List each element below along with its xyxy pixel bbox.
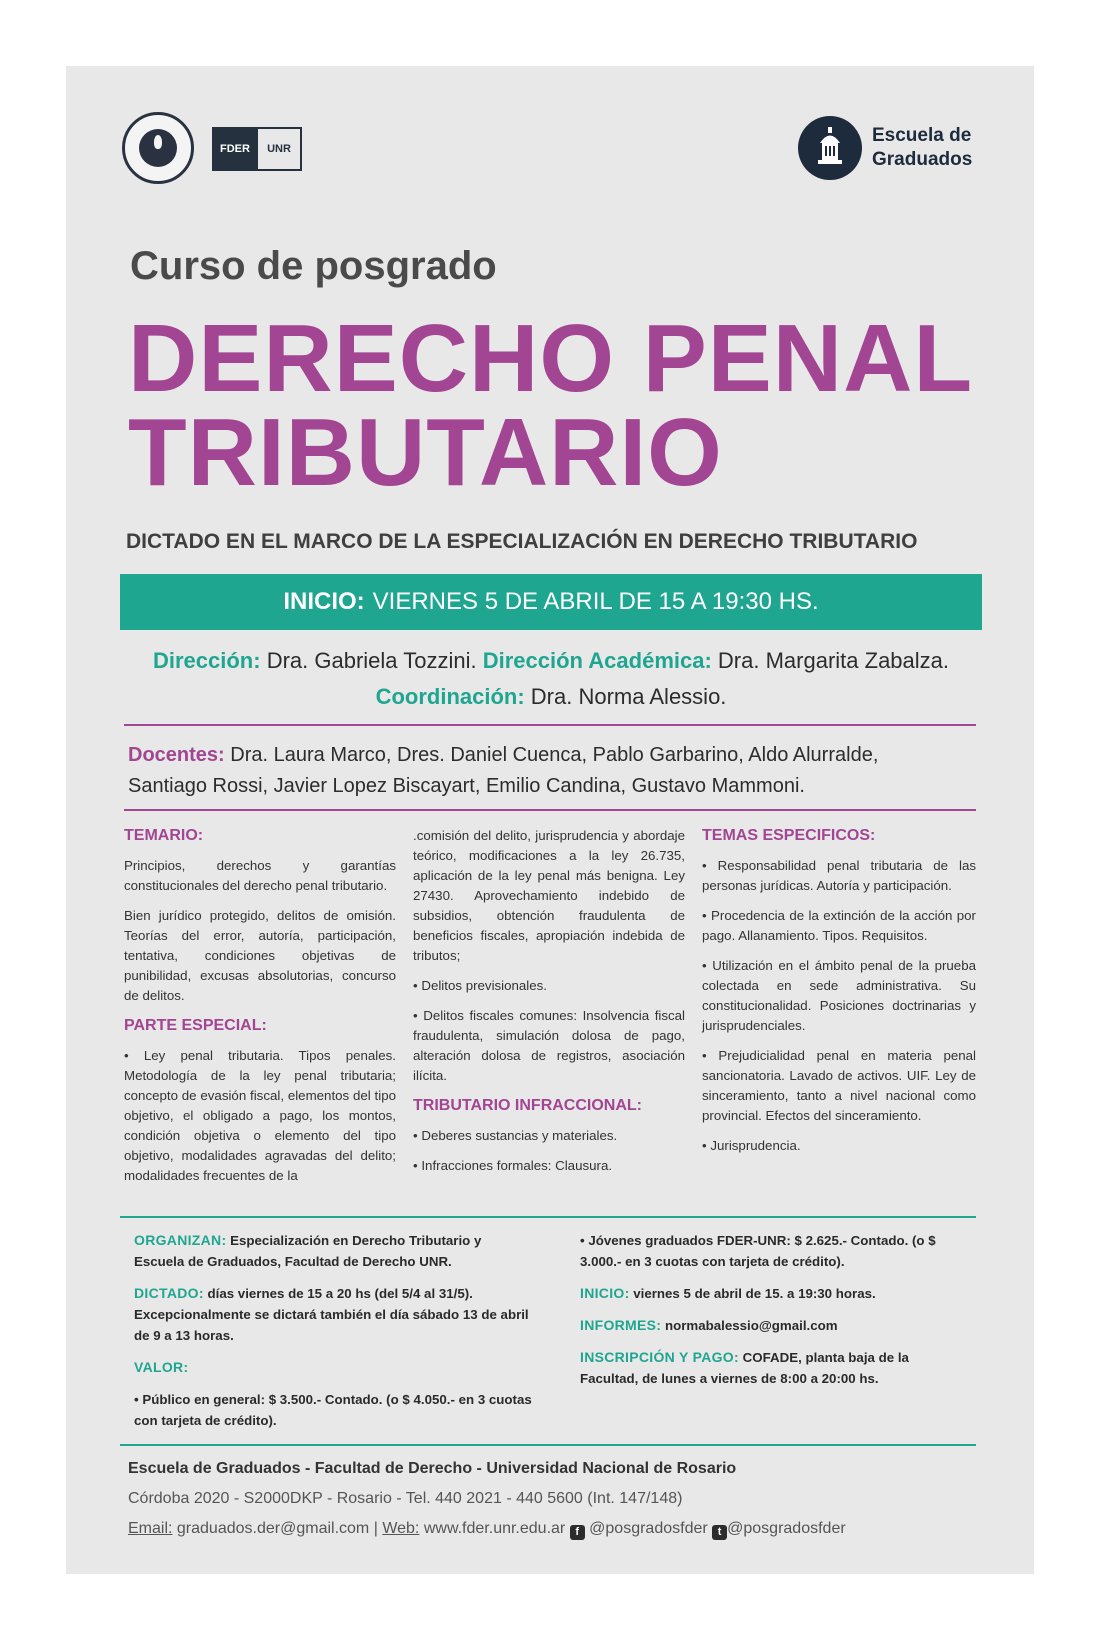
coordinacion-label: Coordinación: [375, 684, 525, 709]
tributario-infraccional-heading: TRIBUTARIO INFRACCIONAL: [413, 1097, 643, 1114]
inicio-label: INICIO: [580, 1285, 630, 1301]
coordinacion-name: Dra. Norma Alessio. [530, 684, 727, 709]
list-item: • Prejudicialidad penal en materia penal sancionatoria. Lavado de activos. UIF. Ley de sinceramiento, tanto a nivel nacional como provincial. Efectos del sinceramiento. [702, 1046, 976, 1126]
middle-paragraph: .comisión del delito, jurisprudencia y abordaje teórico, modificaciones a la ley 26.735, aplicación de la ley penal más benigna. Ley 27430. Aprovechamiento indebido de subsidios, obtención fraudulenta de beneficios fiscales, apropiación indebida de tributos; [413, 828, 685, 963]
info-left [134, 1230, 534, 1442]
list-item: • Deberes sustancias y materiales. [413, 1126, 685, 1146]
list-item: • Infracciones formales: Clausura. [413, 1156, 685, 1176]
organizan-text: Especialización en Derecho Tributario y Escuela de Graduados, Facultad de Derecho UNR. [134, 1233, 482, 1269]
escuela-line1: Escuela de [872, 125, 972, 146]
title-line1: DERECHO PENAL [128, 305, 974, 412]
dictado-text: días viernes de 15 a 20 hs (del 5/4 al 31/5). Excepcionalmente se dictará también el día sábado 13 de abril de 9 a 13 horas. [134, 1286, 529, 1343]
inicio-text: viernes 5 de abril de 15. a 19:30 horas. [633, 1286, 876, 1301]
footer-address: Córdoba 2020 - S2000DKP - Rosario - Tel. 440 2021 - 440 5600 (Int. 147/148) [128, 1490, 683, 1507]
list-item: • Procedencia de la extinción de la acción por pago. Allanamiento. Tipos. Requisitos. [702, 906, 976, 946]
temario-column [124, 826, 396, 1196]
marco-line: DICTADO EN EL MARCO DE LA ESPECIALIZACIÓN EN DERECHO TRIBUTARIO [126, 530, 918, 553]
docentes-label: Docentes: [128, 744, 225, 766]
direccion-academica-label: Dirección Académica: [482, 648, 712, 673]
facebook-handle[interactable]: @posgradosfder [589, 1520, 708, 1537]
inscripcion-text: COFADE, planta baja de la Facultad, de lunes a viernes de 8:00 a 20:00 hs. [580, 1350, 909, 1386]
divider-info-top [120, 1216, 976, 1218]
course-title [128, 305, 974, 506]
temas-especificos-heading: TEMAS ESPECIFICOS: [702, 827, 876, 844]
email-link[interactable]: graduados.der@gmail.com [176, 1520, 370, 1537]
divider-footer [120, 1444, 976, 1446]
course-subtitle: Curso de posgrado [130, 244, 497, 288]
parte-especial-paragraph: • Ley penal tributaria. Tipos penales. Metodología de la ley penal tributaria; concepto de evasión fiscal, elementos del tipo objetivo, el obligado a pago, los montos, condición objetiva o elemento del tipo objetivo, modalidades agravadas del delito; modalidades frecuentes de la [124, 1048, 396, 1183]
twitter-handle[interactable]: @posgradosfder [727, 1520, 846, 1537]
informes-label: INFORMES: [580, 1317, 662, 1333]
middle-column [413, 826, 685, 1186]
list-item: • Jurisprudencia. [702, 1136, 976, 1156]
escuela-dome-icon [798, 116, 862, 180]
facebook-icon[interactable]: f [570, 1525, 585, 1540]
temario-paragraph-1: Principios, derechos y garantías constitucionales del derecho penal tributario. [124, 858, 396, 893]
divider-top [124, 724, 976, 726]
dictado-label: DICTADO: [134, 1285, 204, 1301]
coordinacion-line [120, 684, 982, 710]
informes-email-link[interactable]: normabalessio@gmail.com [664, 1318, 838, 1333]
parte-especial-heading: PARTE ESPECIAL: [124, 1017, 267, 1034]
inscripcion-label: INSCRIPCIÓN Y PAGO: [580, 1349, 739, 1365]
escuela-line2: Graduados [872, 149, 973, 170]
web-link[interactable]: www.fder.unr.edu.ar [423, 1520, 566, 1537]
temas-especificos-column [702, 826, 976, 1166]
footer-contact [128, 1514, 846, 1544]
info-right [580, 1230, 950, 1400]
footer-institution: Escuela de Graduados - Facultad de Derecho - Universidad Nacional de Rosario [128, 1460, 737, 1477]
title-line2: TRIBUTARIO [128, 399, 723, 506]
email-label: Email: [128, 1520, 173, 1537]
university-seal-icon [122, 112, 194, 184]
escuela-de-graduados-logo [872, 124, 972, 172]
web-label: Web: [382, 1520, 420, 1537]
inicio-banner [120, 574, 982, 630]
docentes-line1: Dra. Laura Marco, Dres. Daniel Cuenca, Pablo Garbarino, Aldo Alurralde, [230, 744, 879, 766]
inicio-banner-text: VIERNES 5 DE ABRIL DE 15 A 19:30 HS. [372, 588, 819, 615]
temario-heading: TEMARIO: [124, 827, 204, 844]
footer-separator: | [373, 1520, 378, 1537]
list-item: • Responsabilidad penal tributaria de las personas jurídicas. Autoría y participación. [702, 856, 976, 896]
fder-label: FDER [214, 129, 256, 169]
temario-paragraph-2: Bien jurídico protegido, delitos de omisión. Teorías del error, autoría, participación, tentativa, condiciones objetivas de punibilidad, excusas absolutorias, concurso de delitos. [124, 908, 396, 1003]
twitter-icon[interactable]: t [712, 1525, 727, 1540]
docentes-line2: Santiago Rossi, Javier Lopez Biscayart, Emilio Candina, Gustavo Mammoni. [128, 775, 805, 797]
divider-docentes [124, 809, 976, 811]
inicio-banner-label: INICIO: [283, 588, 365, 615]
direccion-academica-name: Dra. Margarita Zabalza. [717, 648, 950, 673]
organizan-label: ORGANIZAN: [134, 1232, 227, 1248]
valor-text: • Público en general: $ 3.500.- Contado. (o $ 4.050.- en 3 cuotas con tarjeta de crédito). [134, 1392, 532, 1428]
direccion-label: Dirección: [152, 648, 261, 673]
unr-label: UNR [256, 129, 300, 169]
footer [128, 1454, 846, 1544]
list-item: • Utilización en el ámbito penal de la prueba colectada en sede administrativa. Su constitucionalidad. Posiciones doctrinarias y jurisprudenciales. [702, 956, 976, 1036]
direccion-name: Dra. Gabriela Tozzini. [266, 648, 477, 673]
jovenes-text: • Jóvenes graduados FDER-UNR: $ 2.625.- Contado. (o $ 3.000.- en 3 cuotas con tarjeta de crédito). [580, 1233, 936, 1269]
valor-label: VALOR: [134, 1359, 189, 1375]
list-item: • Delitos fiscales comunes: Insolvencia fiscal fraudulenta, simulación dolosa de pago, alteración dolosa de registros, asociación ilícita. [413, 1006, 685, 1086]
list-item: • Delitos previsionales. [413, 976, 685, 996]
fder-unr-logo [212, 127, 302, 171]
docentes-block [128, 740, 978, 802]
direccion-line [120, 648, 982, 674]
